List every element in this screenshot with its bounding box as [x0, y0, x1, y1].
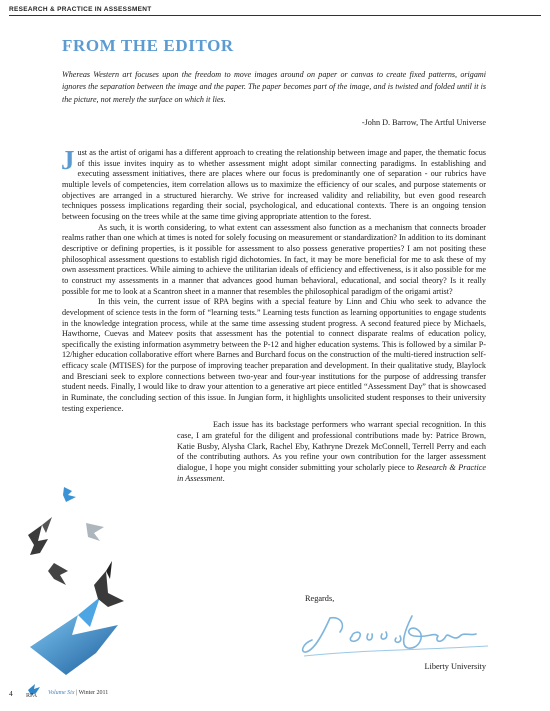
running-head: RESEARCH & PRACTICE IN ASSESSMENT — [9, 6, 152, 13]
paragraph-1 — [61, 145, 486, 223]
grey-bird-icon — [86, 523, 104, 541]
footer-issue-info — [48, 690, 108, 696]
dark-bird-icon-2 — [48, 563, 68, 585]
paragraph-1-text: ust as the artist of origami has a different approach to creating the relationship between image and paper, the thematic focus of this issue invites inquiry as to whether assessment might adopt similar connecting paradigms. In establishing and executing assessment initiatives, there are places where our focus is predominantly one of separation - our rubrics have multiple levels of competencies, item correlation allows us to maximize the efficiency of our scales, and purpose statements or objectives are arranged in a structured hierarchy. We strive for increased validity and reliability, but even good research techniques possess implications regarding their social, psychological, and educational contexts. There is an ongoing tension between focusing on the trees while at the same time giving appropriate attention to the forest. — [62, 148, 486, 221]
footer-logo-text: RPA — [26, 693, 38, 699]
origami-birds-illustration — [8, 475, 168, 685]
signature-graphic — [300, 606, 490, 664]
epigraph-quote: Whereas Western art focuses upon the freedom to move images around on paper or canvas to create fixed patterns, origami ignores the separation between the image and the paper. The paper becomes part of the image, and is twisted and folded until it is the picture, not merely the surface on which it lies. — [62, 70, 486, 104]
footer-volume: Volume Six — [48, 690, 75, 696]
dark-bird-icon-1 — [28, 517, 52, 555]
footer-issue: | Winter 2011 — [74, 690, 109, 696]
page-title: FROM THE EDITOR — [62, 36, 234, 55]
paragraph-2: As such, it is worth considering, to what extent can assessment also function as a mechanism that connects broader realms rather than one which at times is noted for solely focusing on measurement or standardization? In addition to its dominant descriptive or defining properties, is it possible for assessment to also possess generative properties? I am not positing these philosophical assessment questions to establish rigid dichotomies. In fact, it may be more beneficial for me to ask these of my own assessment practices. While aiming to achieve the utilitarian ideals of efficiency and effectiveness, is it also possible for me to construct my assessments in a manner that advances good human behavioral, educational, and social theory? Is it really possible for me to look at a Scantron sheet in a manner that resembles the philosophical paradigm of the origami artist? — [62, 222, 486, 296]
blue-bird-icon-large — [30, 597, 118, 675]
paragraph-4-end: . — [222, 473, 225, 483]
epigraph-attribution: -John D. Barrow, The Artful Universe — [361, 118, 486, 127]
paragraph-3: In this vein, the current issue of RPA begins with a special feature by Linn and Chiu who seek to advance the development of science tests in the form of “learning tests.” Learning tests function as learning opportunities to engage students in the knowledge integration process, while at the same time assessing student progress. A second featured piece by Michaels, Hawthorne, Cuevas and Mateev posits that assessment has the potential to connect disparate realms of education policy, specifically the existing information asymmetry between the P-12 and higher education systems. This is followed by a similar P-12/higher education collaborative effort where Barnes and Burchard focus on the construction of the multi-tiered instruction self-efficacy scale (MTISES) for the purpose of improving teacher preparation and development. In their qualitative study, Blaylock and Bresciani seek to explore connections between two-year and four-year institutions for the purpose of addressing transfer student needs. Finally, I would like to draw your attention to a generative art piece entitled “Assessment Day” that is showcased in Ruminate, the concluding section of this issue. In Jungian form, it highlights unsolicited student responses to their university testing experience. — [62, 297, 486, 413]
page-number: 4 — [9, 689, 13, 698]
small-blue-bird-icon — [63, 487, 76, 502]
closing-regards: Regards, — [305, 594, 335, 603]
signer-organization: Liberty University — [424, 662, 486, 671]
header-rule — [9, 15, 541, 16]
journal-name: Research & Practice in Assessment — [177, 463, 486, 483]
paragraph-4-text: Each issue has its backstage performers who warrant special recognition. In this case, I am grateful for the diligent and professional contributions made by: Patrice Brown, Katie Busby, Alysha Clark, Rachel Eby, Kathryne Drezek McConnell, Terrell Perry and each of the contributing authors. As you refine your own contribution for the larger assessment dialogue, I hope you might consider submitting your scholarly piece to — [177, 420, 486, 473]
drop-cap: J — [61, 145, 75, 175]
